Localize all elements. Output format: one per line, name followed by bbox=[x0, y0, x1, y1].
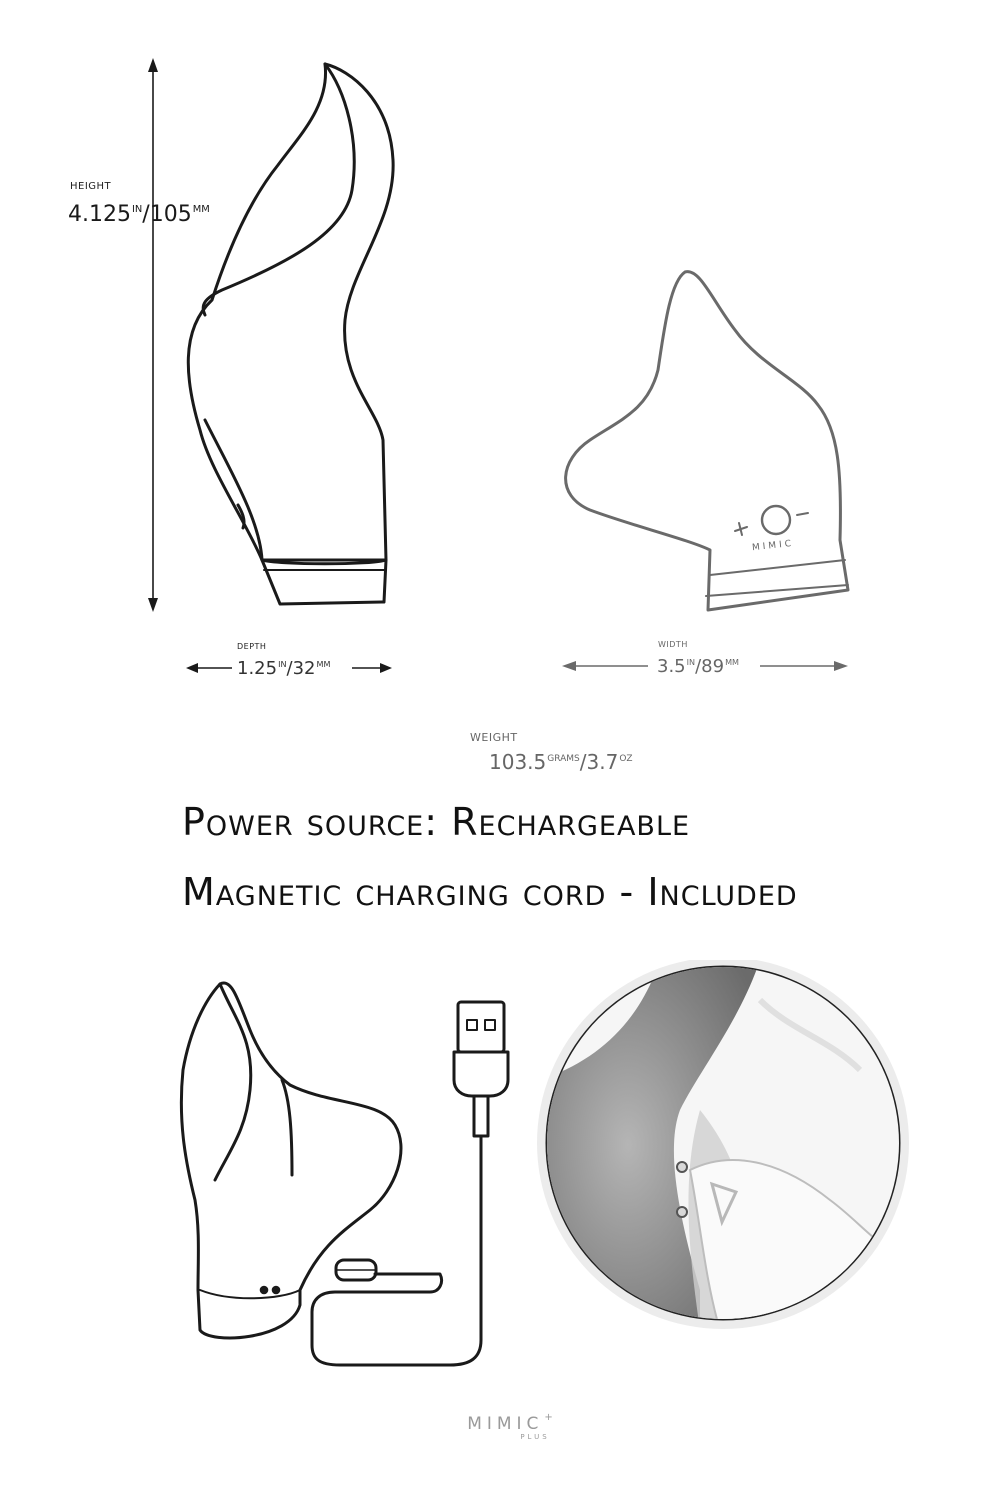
device-side-view bbox=[188, 64, 393, 604]
height-label: HEIGHT bbox=[70, 181, 112, 192]
charging-illustration bbox=[0, 960, 1000, 1380]
brand-plus-mark: + bbox=[544, 1412, 553, 1423]
spec-charging-cord: Magnetic charging cord - Included bbox=[182, 870, 798, 914]
width-label: WIDTH bbox=[658, 640, 688, 649]
height-value: $4.125^{IN}/105^{MM}$ bbox=[68, 202, 210, 227]
charging-cable bbox=[312, 1002, 508, 1365]
width-value: $3.5^{IN}/89^{MM}$ bbox=[657, 656, 740, 677]
height-arrow bbox=[148, 58, 158, 612]
dimension-diagram bbox=[0, 0, 1000, 720]
depth-value: $1.25^{IN}/32^{MM}$ bbox=[237, 658, 331, 679]
device-front-view bbox=[566, 272, 848, 610]
brand-name: MIMIC bbox=[467, 1414, 544, 1434]
depth-label: DEPTH bbox=[237, 642, 267, 651]
brand-logo bbox=[450, 1412, 570, 1434]
spec-power-source: Power source: Rechargeable bbox=[182, 800, 691, 844]
device-charging-view bbox=[181, 983, 401, 1338]
device-engraving: MIMIC bbox=[751, 538, 795, 554]
brand-sub: PLUS bbox=[520, 1433, 550, 1441]
weight-value: $103.5^{GRAMS}/3.7^{OZ}$ bbox=[489, 750, 633, 774]
weight-label: WEIGHT bbox=[470, 731, 518, 744]
